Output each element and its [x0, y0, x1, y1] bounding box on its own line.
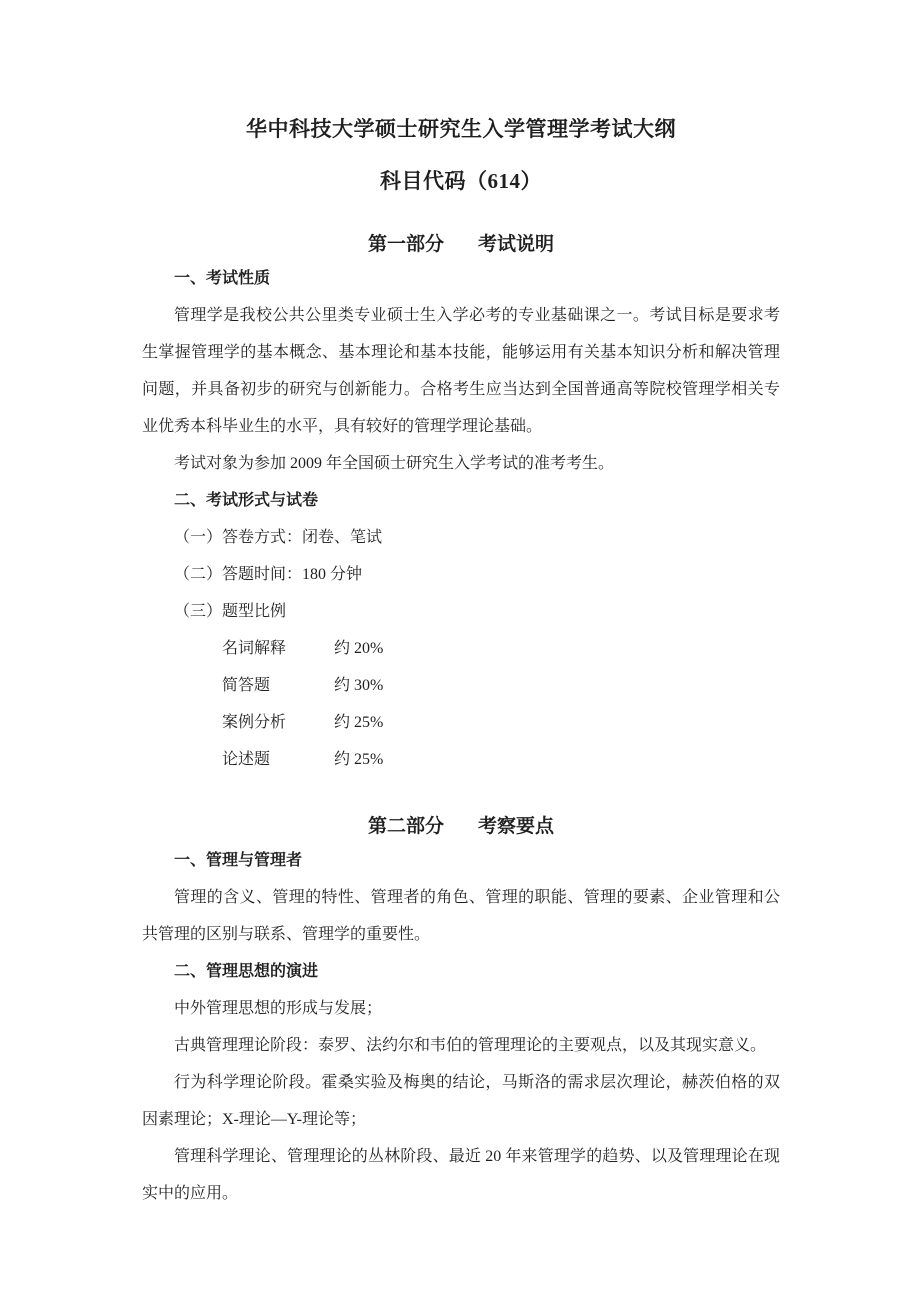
part1-section1-heading: 一、考试性质	[174, 270, 271, 287]
question-type-ratio: 约 30%	[334, 677, 384, 694]
thought-evolution-paragraph-1: 中外管理思想的形成与发展；	[174, 1000, 383, 1017]
thought-evolution-paragraph-3: 行为科学理论阶段。霍桑实验及梅奥的结论，马斯洛的需求层次理论，赫茨伯格的双因素理论；X-理论—Y-理论等；	[142, 1074, 780, 1128]
question-type-name: 案例分析	[222, 714, 287, 731]
exam-nature-paragraph: 管理学是我校公共公里类专业硕士生入学必考的专业基础课之一。考试目标是要求考生掌握管理学的基本概念、基本理论和基本技能，能够运用有关基本知识分析和解决管理问题，并具备初步的研究与创新能力。合格考生应当达到全国普通高等院校管理学相关专业优秀本科毕业生的水平，具有较好的管理学理论基础。	[142, 307, 780, 435]
question-type-row	[142, 630, 780, 667]
part2-label: 第二部分	[367, 816, 444, 837]
part1-section2-heading: 二、考试形式与试卷	[174, 492, 319, 509]
question-type-row	[142, 704, 780, 741]
part1-title	[142, 230, 780, 260]
subject-code: 科目代码（614）	[380, 169, 542, 193]
thought-evolution-paragraph-2: 古典管理理论阶段：泰罗、法约尔和韦伯的管理理论的主要观点，以及其现实意义。	[174, 1037, 767, 1054]
exam-format-item: （一）答卷方式：闭卷、笔试	[174, 529, 383, 546]
exam-duration-item: （二）答题时间：180 分钟	[174, 566, 363, 583]
question-type-ratio: 约 25%	[334, 714, 384, 731]
question-type-row	[142, 667, 780, 704]
question-type-name: 名词解释	[222, 640, 287, 657]
part2-section2-heading: 二、管理思想的演进	[174, 963, 319, 980]
part2-title	[142, 812, 780, 842]
document-title: 华中科技大学硕士研究生入学管理学考试大纲	[246, 117, 676, 141]
question-type-ratio: 约 20%	[334, 640, 384, 657]
question-type-name: 简答题	[222, 677, 271, 694]
part2-name: 考察要点	[478, 816, 555, 837]
management-manager-paragraph: 管理的含义、管理的特性、管理者的角色、管理的职能、管理的要素、企业管理和公共管理的区别与联系、管理学的重要性。	[142, 889, 780, 943]
exam-target-paragraph: 考试对象为参加 2009 年全国硕士研究生入学考试的准考考生。	[174, 455, 615, 472]
question-type-row	[142, 741, 780, 778]
question-type-ratio: 约 25%	[334, 751, 384, 768]
thought-evolution-paragraph-4: 管理科学理论、管理理论的丛林阶段、最近 20 年来管理学的趋势、以及管理理论在现实中的应用。	[142, 1148, 780, 1202]
part2-section1-heading: 一、管理与管理者	[174, 852, 303, 869]
part1-label: 第一部分	[367, 234, 444, 255]
part1-name: 考试说明	[478, 234, 555, 255]
question-ratio-item: （三）题型比例	[174, 603, 287, 620]
question-type-name: 论述题	[222, 751, 271, 768]
